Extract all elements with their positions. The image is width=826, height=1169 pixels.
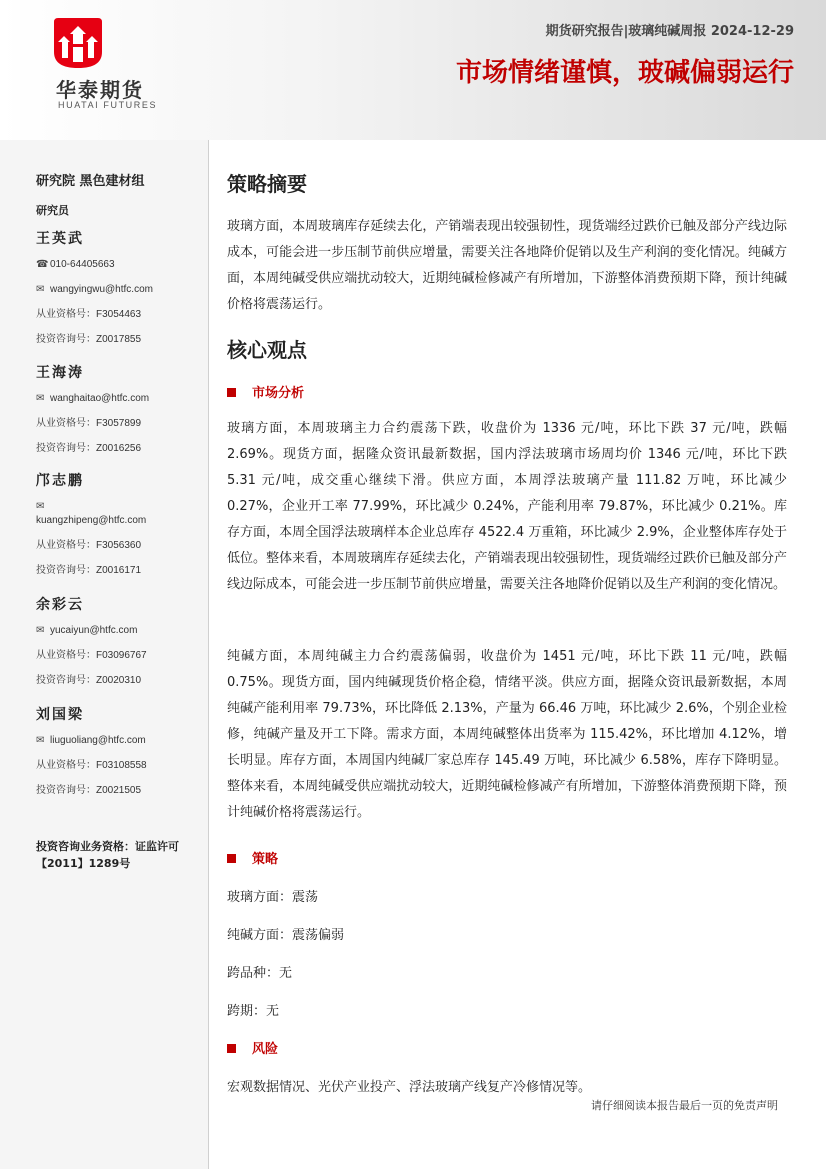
market-soda-paragraph: 纯碱方面，本周纯碱主力合约震荡偏弱，收盘价为 1451 元/吨，环比下跌 11 元/吨，跌幅 0.75%。现货方面，国内纯碱现货价格企稳，情绪平淡。供应方面，据隆众资讯最新数据，本周纯碱产能利用率 79.73%，环比降低 2.13%，产量为 66.46 万吨，环比减少 2.6%，个别企业检修，纯碱产量及开工下降。需求方面，本周纯碱整体出货率为 115.42%，环比增加 4.12%，增长明显。库存方面，本周国内纯碱厂家总库存 145.49 万吨，环比减少 6.58%，库存下降明显。整体来看，本周纯碱受供应端扰动较大，近期纯碱检修减产有所增加，下游整体消费预期下降，预计纯碱价格将震荡运行。 [227,649,787,820]
analyst-name: 王海涛 [36,365,84,381]
report-header [0,0,826,140]
phone-icon: ☎ [36,259,49,270]
core-views-heading: 核心观点 [227,338,307,362]
analyst-email[interactable]: ✉ yucaiyun@htfc.com [36,625,138,636]
company-logo [52,18,132,68]
analyst-card [36,470,196,589]
huatai-logo-icon [54,18,102,68]
analyst-consult-number: 投资咨询号：Z0016256 [36,443,142,454]
analyst-email[interactable]: ✉ wanghaitao@htfc.com [36,393,150,404]
analyst-name: 王英武 [36,231,84,247]
certification-note: 投资咨询业务资格：证监许可【2011】1289号 [36,840,179,870]
analyst-card [36,228,196,358]
risk-heading: 风险 [227,1038,278,1057]
analyst-qualification: 从业资格号：F3056360 [36,540,142,551]
analyst-sidebar [0,140,209,1169]
strategy-item-soda: 纯碱方面：震荡偏弱 [227,928,345,943]
role-label: 研究员 [36,204,69,217]
analyst-consult-number: 投资咨询号：Z0016171 [36,565,142,576]
analyst-qualification: 从业资格号：F03108558 [36,760,147,771]
email-icon: ✉ [36,625,45,636]
analyst-email[interactable]: kuangzhipeng@htfc.com [36,515,147,526]
department-label: 研究院 黑色建材组 [36,174,145,189]
strategy-item-cross-variety: 跨品种：无 [227,966,293,981]
analyst-email-icon-row [36,500,196,514]
analyst-consult-number: 投资咨询号：Z0020310 [36,675,142,686]
analyst-phone: ☎ 010-64405663 [36,259,115,270]
analyst-name: 邝志鹏 [36,473,84,489]
logo-english-name: HUATAI FUTURES [58,100,158,110]
analyst-card [36,594,196,699]
email-icon: ✉ [36,501,45,512]
market-analysis-heading: 市场分析 [227,382,304,401]
risk-text: 宏观数据情况、光伏产业投产、浮法玻璃产线复产冷修情况等。 [227,1080,592,1095]
report-title: 市场情绪谨慎，玻碱偏弱运行 [455,58,794,88]
bullet-square-icon [227,1044,236,1053]
logo-chinese-name: 华泰期货 [56,78,144,102]
analyst-qualification: 从业资格号：F3054463 [36,309,142,320]
report-type-label: 期货研究报告|玻璃纯碱周报 2024-12-29 [545,24,794,39]
analyst-email[interactable]: ✉ wangyingwu@htfc.com [36,284,153,295]
analyst-card [36,362,196,467]
analyst-email[interactable]: ✉ liuguoliang@htfc.com [36,735,146,746]
strategy-heading: 策略 [227,848,278,867]
bullet-square-icon [227,388,236,397]
summary-heading: 策略摘要 [227,172,307,196]
analyst-card [36,704,196,809]
strategy-item-cross-period: 跨期：无 [227,1004,280,1019]
strategy-item-glass: 玻璃方面：震荡 [227,890,319,905]
analyst-qualification: 从业资格号：F3057899 [36,418,142,429]
analyst-name: 余彩云 [36,597,84,613]
market-glass-paragraph: 玻璃方面，本周玻璃主力合约震荡下跌，收盘价为 1336 元/吨，环比下跌 37 元/吨，跌幅 2.69%。现货方面，据隆众资讯最新数据，国内浮法玻璃市场周均价 1346 元/吨，环比下跌 5.31 元/吨，成交重心继续下滑。供应方面，本周浮法玻璃产量 111.82 万吨，环比减少 0.27%，企业开工率 77.99%，环比减少 0.24%，产能利用率 79.87%，环比减少 0.21%。库存方面，本周全国浮法玻璃样本企业总库存 4522.4 万重箱，环比减少 2.9%，企业整体库存处于低位。整体来看，本周玻璃库存延续去化，产销端表现出较强韧性，现货端经过跌价已触及部分产线边际成本，可能会进一步压制节前供应增量，需要关注各地降价促销以及生产利润的变化情况。 [227,421,787,592]
summary-paragraph: 玻璃方面，本周玻璃库存延续去化，产销端表现出较强韧性，现货端经过跌价已触及部分产线边际成本，可能会进一步压制节前供应增量，需要关注各地降价促销以及生产利润的变化情况。纯碱方面，本周纯碱受供应端扰动较大，近期纯碱检修减产有所增加，下游整体消费预期下降，预计纯碱价格将震荡运行。 [227,219,787,312]
email-icon: ✉ [36,284,45,295]
email-icon: ✉ [36,393,45,404]
analyst-consult-number: 投资咨询号：Z0021505 [36,785,142,796]
analyst-qualification: 从业资格号：F03096767 [36,650,147,661]
analyst-name: 刘国梁 [36,707,84,723]
bullet-square-icon [227,854,236,863]
email-icon: ✉ [36,735,45,746]
analyst-consult-number: 投资咨询号：Z0017855 [36,334,142,345]
disclaimer-note: 请仔细阅读本报告最后一页的免责声明 [591,1099,778,1112]
